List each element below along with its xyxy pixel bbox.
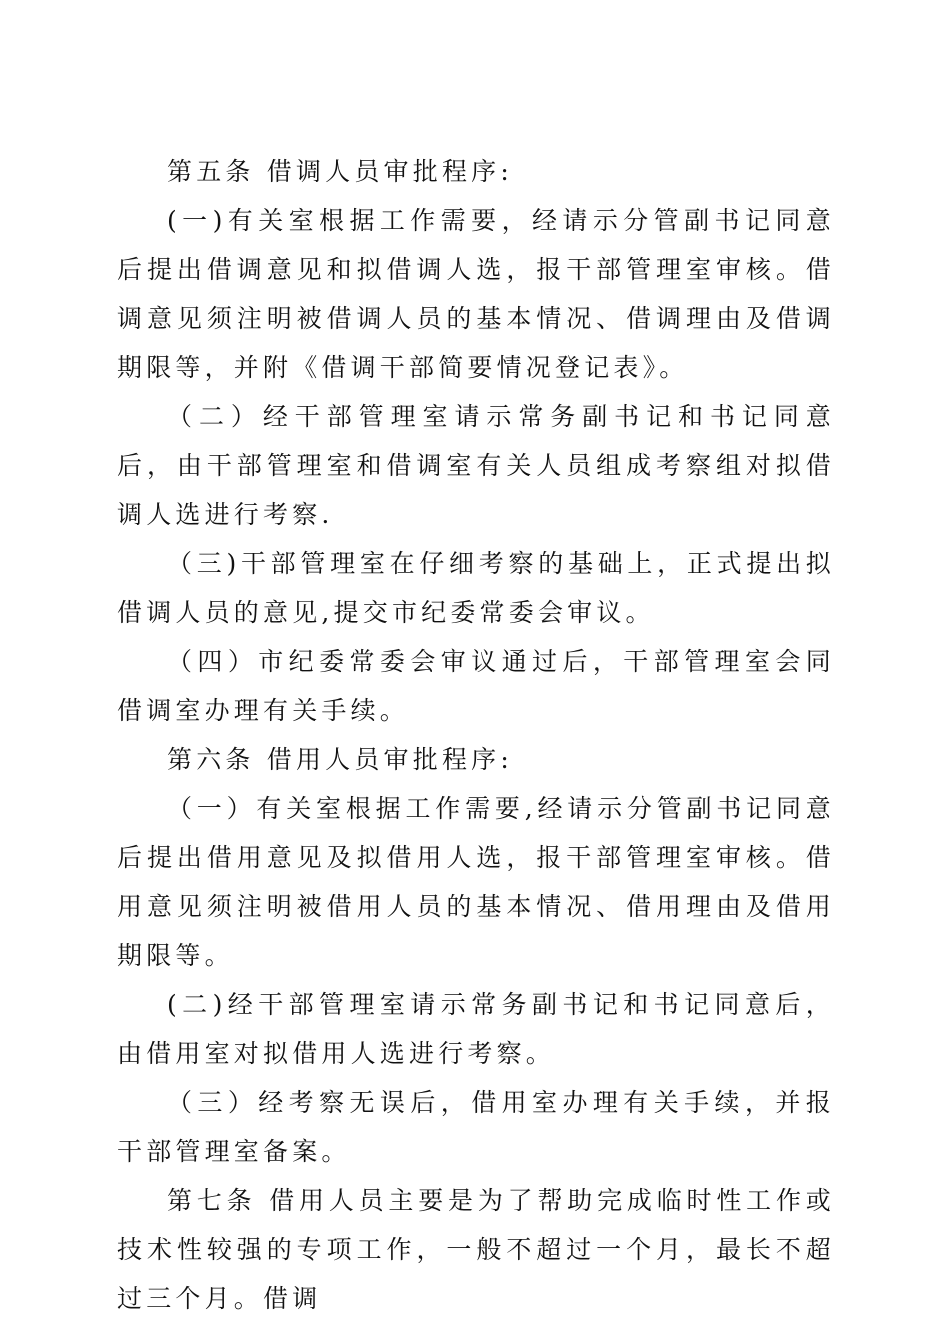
article-6-item-1: （一）有关室根据工作需要,经请示分管副书记同意后提出借用意见及拟借用人选，报干部管理室审核。借用意见须注明被借用人员的基本情况、借用理由及借用期限等。 bbox=[117, 794, 835, 970]
document-body bbox=[117, 147, 835, 1323]
article-5-item-2: （二）经干部管理室请示常务副书记和书记同意后，由干部管理室和借调室有关人员组成考察组对拟借调人选进行考察. bbox=[117, 402, 835, 529]
article-6-item-3: （三）经考察无误后，借用室办理有关手续，并报干部管理室备案。 bbox=[117, 1088, 835, 1166]
article-5-heading: 第五条 借调人员审批程序: bbox=[167, 157, 513, 186]
article-7-paragraph: 第七条 借用人员主要是为了帮助完成临时性工作或技术性较强的专项工作，一般不超过一个月，最长不超过三个月。借调 bbox=[117, 1186, 835, 1313]
article-6-heading: 第六条 借用人员审批程序: bbox=[167, 745, 513, 774]
article-5-item-1: (一)有关室根据工作需要，经请示分管副书记同意后提出借调意见和拟借调人选，报干部管理室审核。借调意见须注明被借调人员的基本情况、借调理由及借调期限等，并附《借调干部简要情况登记表》。 bbox=[117, 206, 835, 382]
article-5-item-3: （三)干部管理室在仔细考察的基础上，正式提出拟借调人员的意见,提交市纪委常委会审议。 bbox=[117, 549, 835, 627]
article-5-item-4: （四）市纪委常委会审议通过后，干部管理室会同借调室办理有关手续。 bbox=[117, 647, 835, 725]
article-6-item-2: (二)经干部管理室请示常务副书记和书记同意后，由借用室对拟借用人选进行考察。 bbox=[117, 990, 835, 1068]
